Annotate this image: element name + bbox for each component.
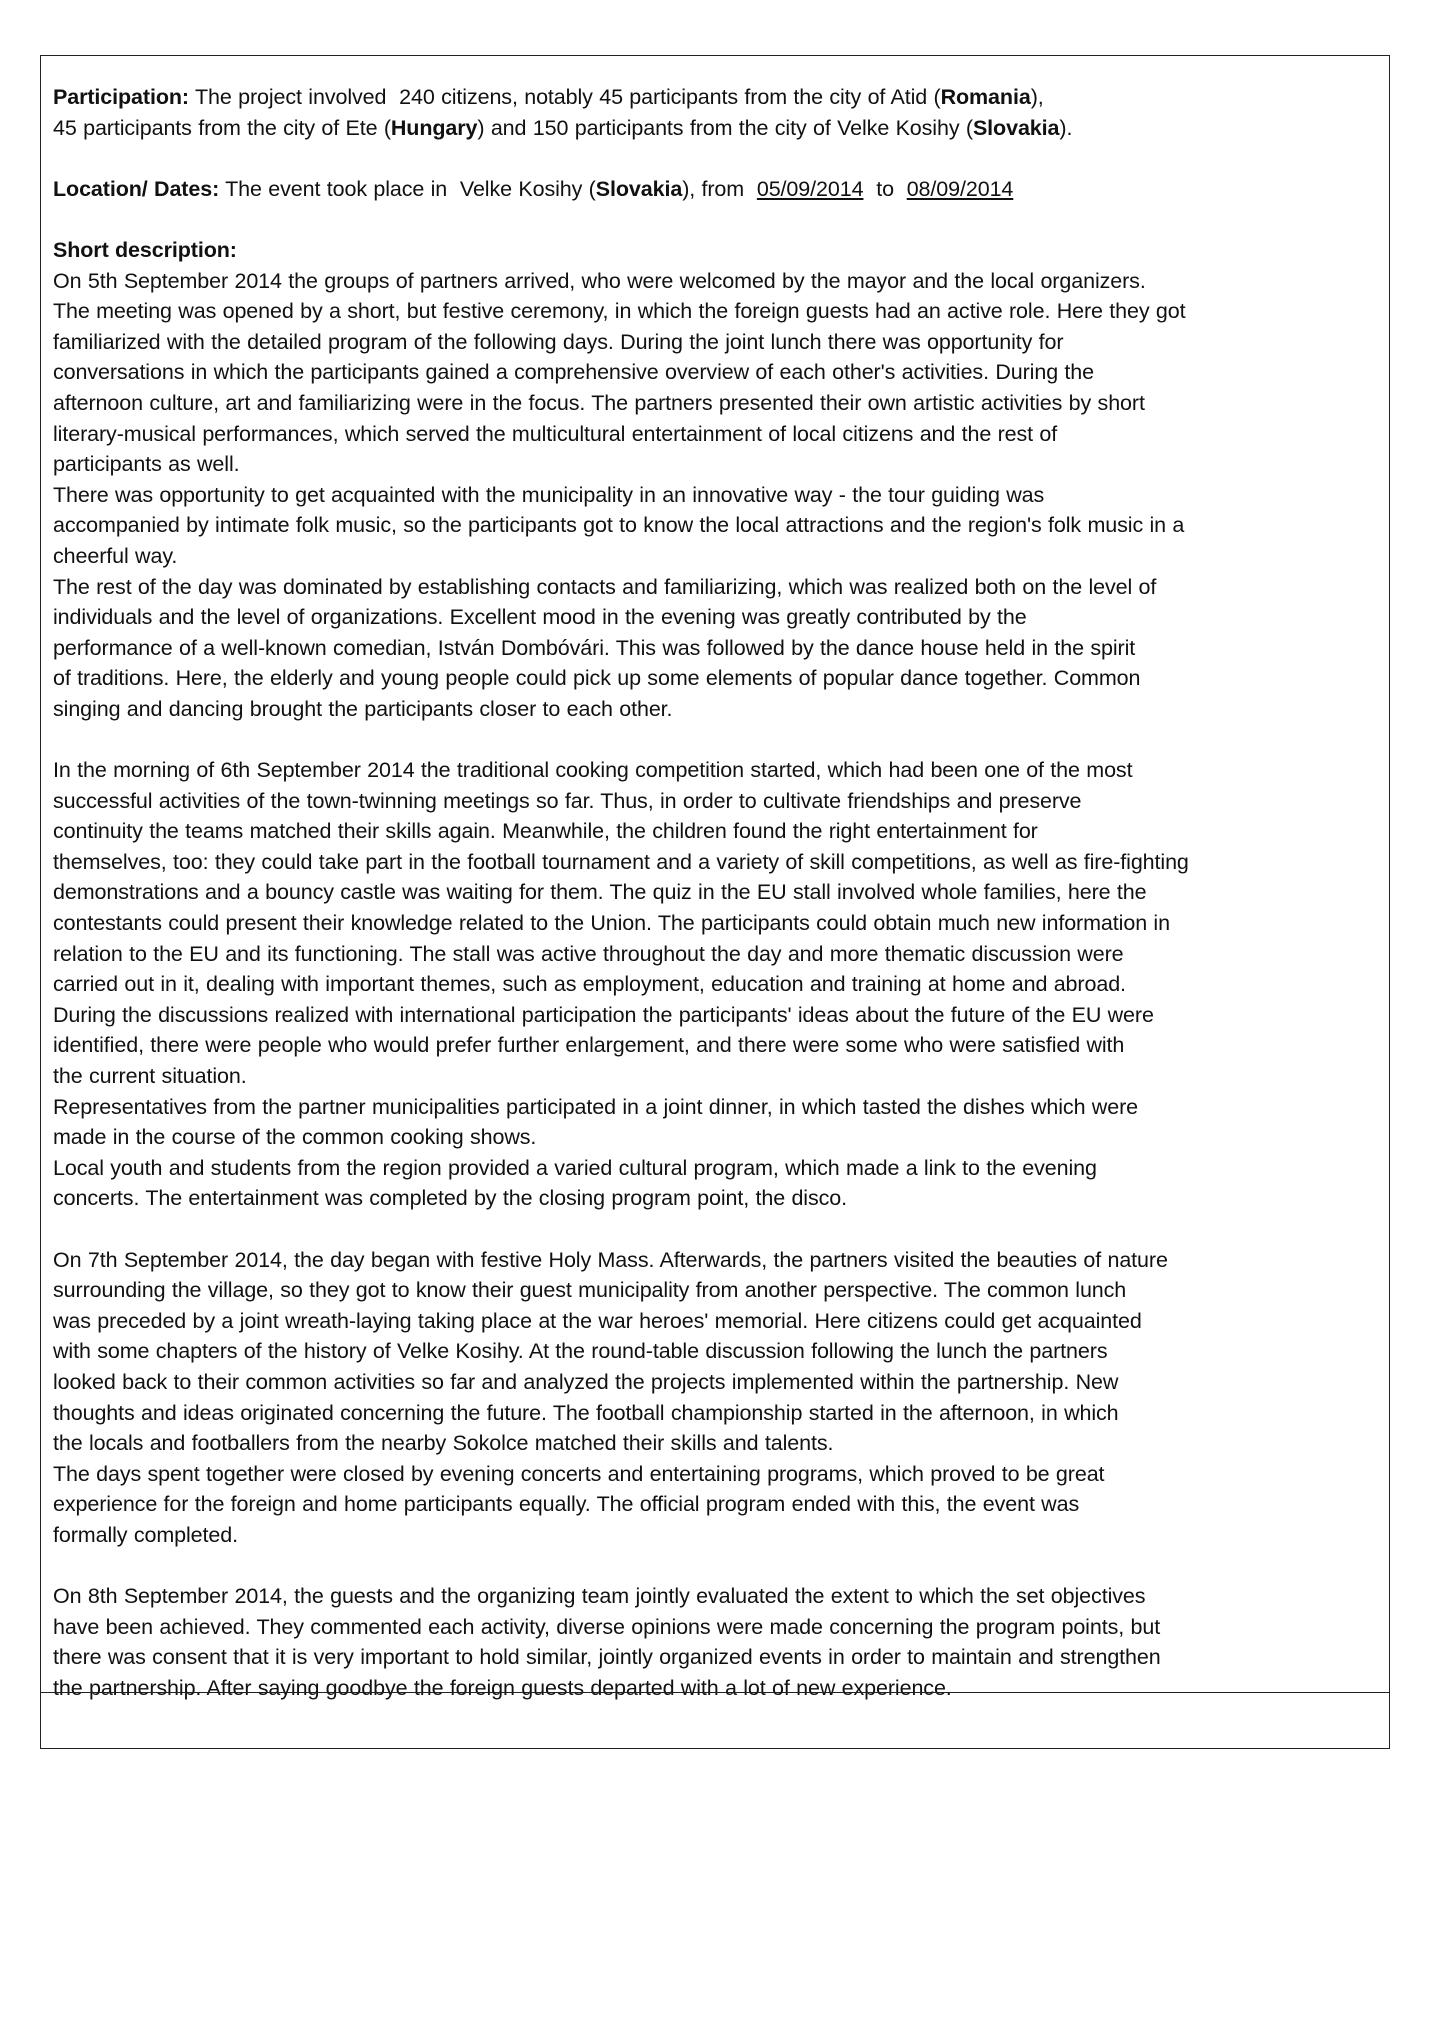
description-line: successful activities of the town-twinning meetings so far. Thus, in order to cultivate friendships and preserve bbox=[53, 788, 1082, 813]
description-line: looked back to their common activities so far and analyzed the projects implemented within the partnership. New bbox=[53, 1369, 1119, 1394]
paragraph-gap bbox=[53, 1214, 1377, 1245]
document-frame bbox=[40, 55, 1390, 1749]
description-line: individuals and the level of organizations. Excellent mood in the evening was greatly contributed by the bbox=[53, 605, 1027, 630]
description-line: literary-musical performances, which served the multicultural entertainment of local citizens and the rest of bbox=[53, 421, 1058, 446]
date-from: 05/09/2014 bbox=[756, 176, 864, 201]
description-line: the partnership. After saying goodbye the foreign guests departed with a lot of new experience. bbox=[53, 1675, 952, 1700]
description-line: participants as well. bbox=[53, 452, 240, 477]
participation-line-1: Participation: The project involved 240 citizens, notably 45 participants from the city of Atid (Romania), bbox=[53, 85, 1044, 109]
location-label: Location/ Dates: bbox=[53, 176, 220, 201]
description-line: with some chapters of the history of Velke Kosihy. At the round-table discussion following the lunch the partners bbox=[53, 1339, 1108, 1364]
table-divider bbox=[41, 1692, 1389, 1693]
description-line: afternoon culture, art and familiarizing were in the focus. The partners presented their own artistic activities by short bbox=[53, 390, 1145, 415]
description-line: singing and dancing brought the participants closer to each other. bbox=[53, 696, 673, 721]
short-description-body bbox=[53, 266, 1377, 1704]
description-line: demonstrations and a bouncy castle was waiting for them. The quiz in the EU stall involved whole families, here the bbox=[53, 880, 1147, 905]
description-line: there was consent that it is very important to hold similar, jointly organized events in order to maintain and strengthen bbox=[53, 1645, 1161, 1670]
short-description-label: Short description: bbox=[53, 237, 237, 262]
description-line: On 8th September 2014, the guests and the organizing team jointly evaluated the extent to which the set objectives bbox=[53, 1584, 1146, 1609]
description-line: the current situation. bbox=[53, 1064, 247, 1088]
description-line: Local youth and students from the region provided a varied cultural program, which made a link to the evening bbox=[53, 1155, 1097, 1180]
description-line: contestants could present their knowledge related to the Union. The participants could obtain much new information in bbox=[53, 911, 1170, 936]
description-line: performance of a well-known comedian, István Dombóvári. This was followed by the dance house held in the spirit bbox=[53, 635, 1136, 660]
description-line: surrounding the village, so they got to know their guest municipality from another perspective. The common lunch bbox=[53, 1278, 1127, 1303]
description-line: There was opportunity to get acquainted with the municipality in an innovative way - the tour guiding was bbox=[53, 482, 1045, 507]
description-line: accompanied by intimate folk music, so the participants got to know the local attractions and the region's folk music in a bbox=[53, 513, 1185, 538]
description-line: was preceded by a joint wreath-laying taking place at the war heroes' memorial. Here citizens could get acquainted bbox=[53, 1308, 1142, 1333]
description-line: Representatives from the partner municipalities participated in a joint dinner, in which tasted the dishes which were bbox=[53, 1094, 1139, 1119]
country-romania: Romania bbox=[940, 85, 1031, 109]
participation-line-2: 45 participants from the city of Ete (Hungary) and 150 participants from the city of Velke Kosihy (Slovakia). bbox=[53, 115, 1073, 140]
description-line: The rest of the day was dominated by establishing contacts and familiarizing, which was realized both on the level of bbox=[53, 574, 1157, 599]
description-line: carried out in it, dealing with important themes, such as employment, education and training at home and abroad. bbox=[53, 972, 1126, 997]
description-line: The meeting was opened by a short, but festive ceremony, in which the foreign guests had an active role. Here they got bbox=[53, 299, 1186, 324]
paragraph-gap bbox=[53, 724, 1377, 755]
country-hungary: Hungary bbox=[390, 115, 478, 140]
date-to: 08/09/2014 bbox=[906, 176, 1014, 201]
description-line: formally completed. bbox=[53, 1522, 239, 1547]
description-line: familiarized with the detailed program of the following days. During the joint lunch there was opportunity for bbox=[53, 329, 1064, 354]
spacer bbox=[53, 143, 1377, 174]
report-content bbox=[49, 56, 1381, 1700]
country-slovakia: Slovakia bbox=[972, 115, 1060, 140]
location-line: Location/ Dates: The event took place in Velke Kosihy (Slovakia), from 05/09/2014 to 08/09/2014 bbox=[53, 176, 1014, 201]
description-line: experience for the foreign and home participants equally. The official program ended with this, the event was bbox=[53, 1492, 1080, 1517]
description-line: In the morning of 6th September 2014 the traditional cooking competition started, which had been one of the most bbox=[53, 758, 1133, 783]
description-line: relation to the EU and its functioning. The stall was active throughout the day and more thematic discussion were bbox=[53, 941, 1124, 966]
description-line: On 5th September 2014 the groups of partners arrived, who were welcomed by the mayor and the local organizers. bbox=[53, 268, 1146, 293]
description-line: cheerful way. bbox=[53, 543, 178, 568]
spacer bbox=[53, 204, 1377, 235]
participation-label: Participation: bbox=[53, 85, 189, 109]
description-line: conversations in which the participants gained a comprehensive overview of each other's activities. During the bbox=[53, 360, 1095, 385]
description-line: themselves, too: they could take part in the football tournament and a variety of skill competitions, as well as fire-fighting bbox=[53, 849, 1189, 874]
paragraph-gap bbox=[53, 1551, 1377, 1582]
description-line: During the discussions realized with international participation the participants' ideas about the future of the EU were bbox=[53, 1002, 1154, 1027]
description-line: continuity the teams matched their skills again. Meanwhile, the children found the right entertainment for bbox=[53, 819, 1038, 844]
description-line: the locals and footballers from the nearby Sokolce matched their skills and talents. bbox=[53, 1431, 834, 1456]
description-line: On 7th September 2014, the day began with festive Holy Mass. Afterwards, the partners visited the beauties of nature bbox=[53, 1247, 1168, 1272]
description-line: The days spent together were closed by evening concerts and entertaining programs, which proved to be great bbox=[53, 1461, 1105, 1486]
description-line: thoughts and ideas originated concerning the future. The football championship started in the afternoon, in which bbox=[53, 1400, 1119, 1425]
description-line: have been achieved. They commented each activity, diverse opinions were made concerning the program points, but bbox=[53, 1614, 1161, 1639]
description-line: of traditions. Here, the elderly and young people could pick up some elements of popular dance together. Common bbox=[53, 666, 1141, 691]
description-line: concerts. The entertainment was completed by the closing program point, the disco. bbox=[53, 1186, 848, 1211]
location-country: Slovakia bbox=[595, 176, 683, 201]
description-line: made in the course of the common cooking shows. bbox=[53, 1125, 537, 1150]
description-line: identified, there were people who would prefer further enlargement, and there were some who were satisfied with bbox=[53, 1033, 1125, 1058]
